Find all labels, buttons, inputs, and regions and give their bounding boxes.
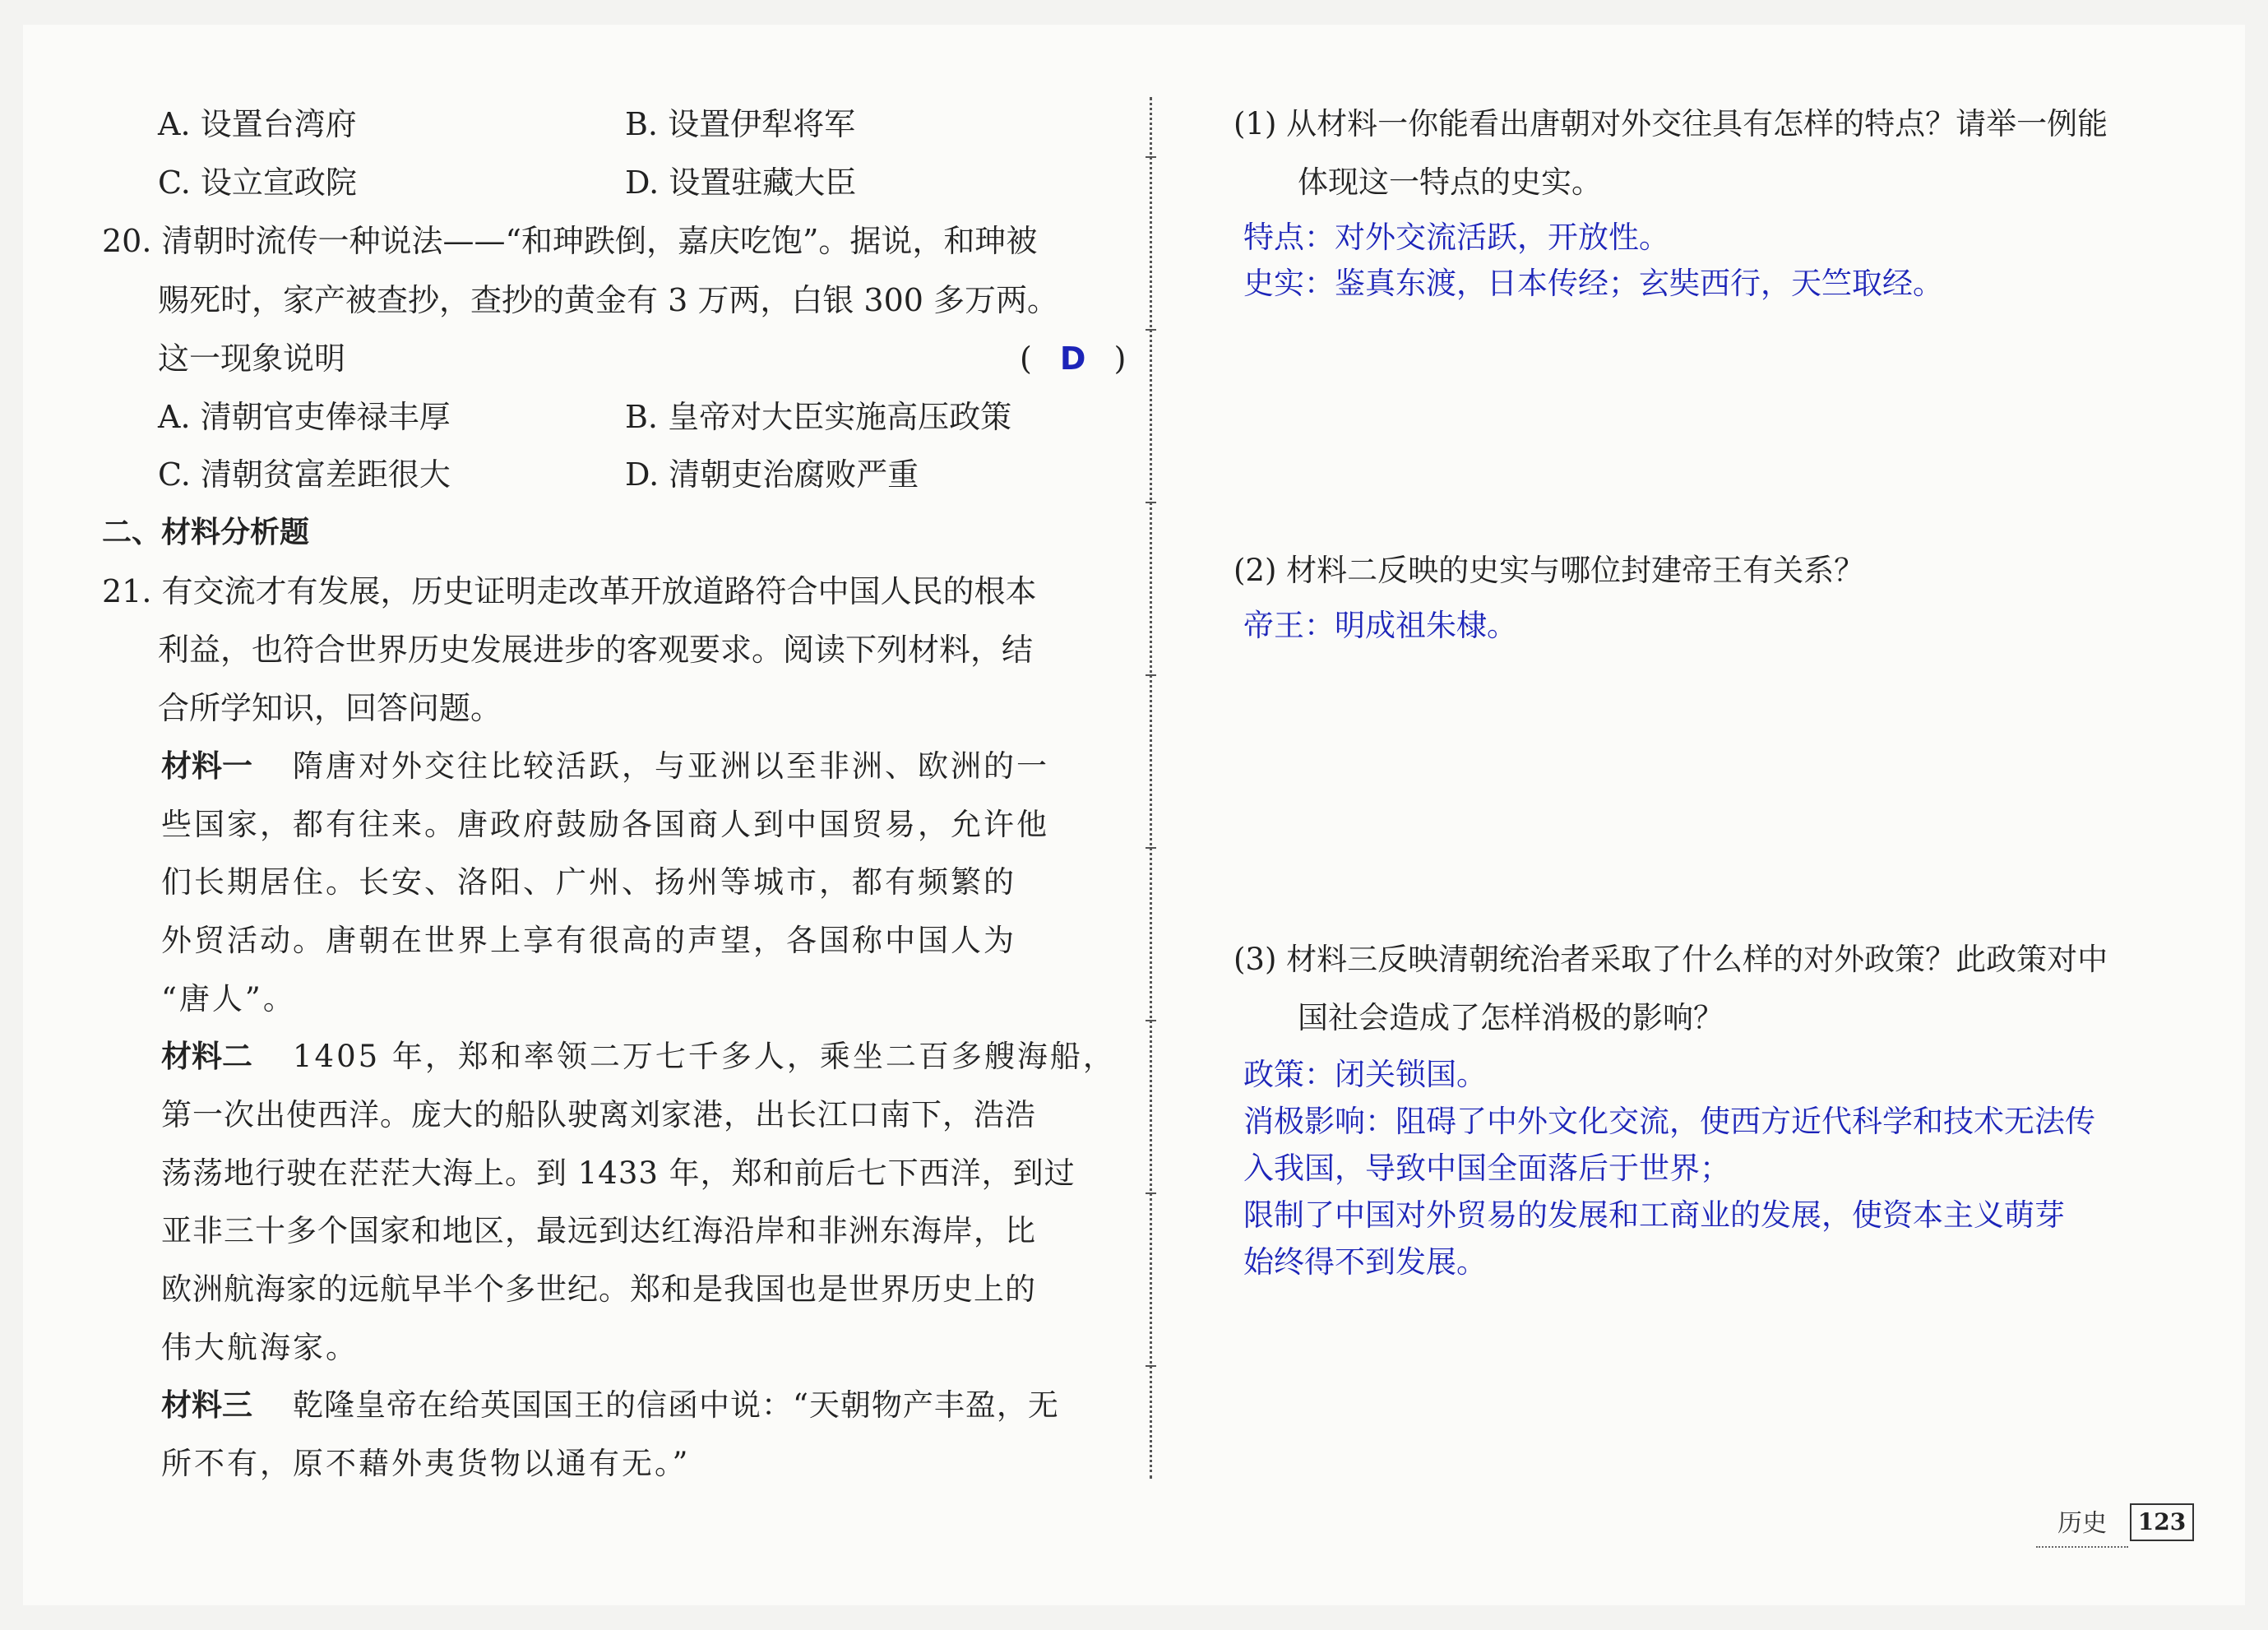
sub3-answer-line-4: 限制了中国对外贸易的发展和工商业的发展，使资本主义萌芽 — [1243, 1197, 2065, 1233]
sub3-question-line-1: (3) 材料三反映清朝统治者采取了什么样的对外政策？此政策对中 — [1234, 942, 2108, 977]
material1-line-5: “唐人”。 — [161, 981, 296, 1016]
q20-option-c: C. 清朝贫富差距很大 — [158, 456, 451, 493]
material2-label: 材料二 — [161, 1039, 252, 1074]
material2-line-5: 欧洲航海家的远航早半个多世纪。郑和是我国也是世界历史上的 — [161, 1271, 1036, 1307]
footer-subject: 历史 — [2057, 1509, 2107, 1538]
q20-option-b: B. 皇帝对大臣实施高压政策 — [625, 399, 1012, 435]
q19-option-c: C. 设立宣政院 — [158, 164, 357, 201]
q20-answer-bracket — [1020, 340, 1127, 377]
footer-dotted-rule — [2036, 1546, 2128, 1548]
sub3-answer-line-1: 政策：闭关锁国。 — [1243, 1057, 1487, 1092]
column-divider — [1150, 97, 1152, 1479]
divider-tick — [1146, 674, 1156, 676]
sub3-answer-line-3: 入我国，导致中国全面落后于世界； — [1243, 1151, 1730, 1186]
sub2-question-line-1: (2) 材料二反映的史实与哪位封建帝王有关系？ — [1234, 553, 1865, 588]
sub3-question-line-2: 国社会造成了怎样消极的影响？ — [1298, 1000, 1724, 1035]
q19-option-b: B. 设置伊犁将军 — [625, 106, 856, 142]
material2-line-3: 荡荡地行驶在茫茫大海上。到 1433 年，郑和前后七下西洋，到过 — [161, 1155, 1076, 1191]
material2-line-4: 亚非三十多个国家和地区，最远到达红海沿岸和非洲东海岸，比 — [161, 1213, 1036, 1248]
q21-line-3: 合所学知识，回答问题。 — [158, 690, 502, 726]
section-title: 二、材料分析题 — [102, 516, 310, 549]
page-number: 123 — [2130, 1503, 2194, 1541]
material1-line-1: 隋唐对外交往比较活跃，与亚洲以至非洲、欧洲的一 — [293, 748, 1049, 784]
q19-option-d: D. 设置驻藏大臣 — [625, 164, 857, 201]
material1-line-3: 们长期居住。长安、洛阳、广州、扬州等城市，都有频繁的 — [161, 864, 1016, 900]
sub3-answer-line-2: 消极影响：阻碍了中外文化交流，使西方近代科学和技术无法传 — [1243, 1104, 2095, 1139]
material1-label: 材料一 — [161, 748, 252, 784]
material2-line-2: 第一次出使西洋。庞大的船队驶离刘家港，出长江口南下，浩浩 — [161, 1097, 1036, 1132]
material3-label: 材料三 — [161, 1387, 252, 1423]
sub2-answer-line-1: 帝王：明成祖朱棣。 — [1243, 608, 1517, 643]
q20-line-1: 20. 清朝时流传一种说法——“和珅跌倒，嘉庆吃饱”。据说，和珅被 — [102, 223, 1038, 259]
divider-tick — [1146, 1192, 1156, 1194]
material2-line-6: 伟大航海家。 — [161, 1330, 359, 1365]
divider-tick — [1146, 1020, 1156, 1021]
sub1-answer-line-2: 史实：鉴真东渡，日本传经；玄奘西行，天竺取经。 — [1243, 266, 1943, 301]
q20-line-2: 赐死时，家产被查抄，查抄的黄金有 3 万两，白银 300 多万两。 — [158, 282, 1059, 318]
material2-line-1: 1405 年，郑和率领二万七千多人，乘坐二百多艘海船， — [293, 1039, 1116, 1074]
paren-open: ( — [1020, 340, 1032, 377]
q19-option-a: A. 设置台湾府 — [158, 106, 357, 142]
q20-answer: D — [1059, 340, 1086, 377]
divider-tick — [1146, 156, 1156, 158]
divider-tick — [1146, 329, 1156, 331]
q20-option-a: A. 清朝官吏俸禄丰厚 — [158, 399, 451, 435]
sub1-question-line-2: 体现这一特点的史实。 — [1298, 164, 1602, 200]
divider-tick — [1146, 847, 1156, 849]
material1-line-2: 些国家，都有往来。唐政府鼓励各国商人到中国贸易，允许他 — [161, 807, 1049, 842]
sub1-question-line-1: (1) 从材料一你能看出唐朝对外交往具有怎样的特点？请举一例能 — [1234, 106, 2108, 141]
material1-line-4: 外贸活动。唐朝在世界上享有很高的声望，各国称中国人为 — [161, 923, 1016, 958]
q21-line-2: 利益，也符合世界历史发展进步的客观要求。阅读下列材料，结 — [158, 632, 1034, 668]
sub3-answer-line-5: 始终得不到发展。 — [1243, 1244, 1487, 1280]
divider-tick — [1146, 502, 1156, 503]
q20-option-d: D. 清朝吏治腐败严重 — [625, 456, 919, 493]
divider-tick — [1146, 1365, 1156, 1367]
paren-close: ) — [1113, 340, 1127, 377]
q20-line-3: 这一现象说明 — [158, 340, 346, 377]
material3-line-1: 乾隆皇帝在给英国国王的信函中说：“天朝物产丰盈，无 — [293, 1387, 1059, 1423]
q21-line-1: 21. 有交流才有发展，历史证明走改革开放道路符合中国人民的根本 — [102, 573, 1037, 609]
material3-line-2: 所不有，原不藉外夷货物以通有无。” — [161, 1446, 691, 1481]
sub1-answer-line-1: 特点：对外交流活跃，开放性。 — [1243, 220, 1669, 255]
